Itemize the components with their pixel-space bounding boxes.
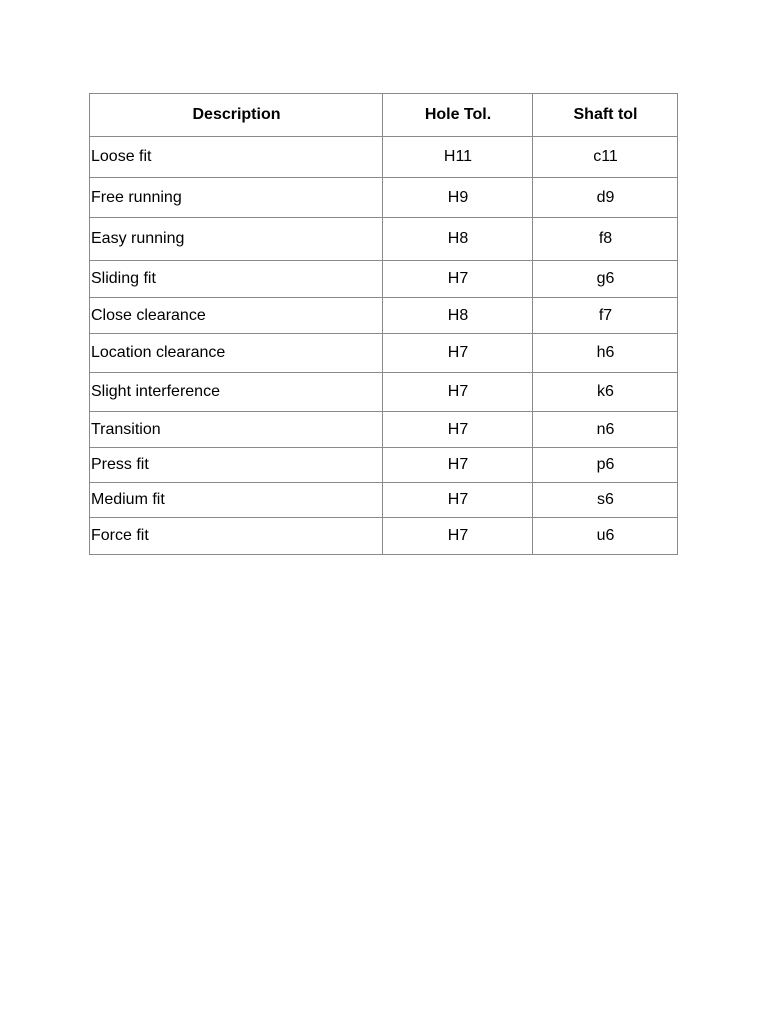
description-cell: Close clearance [90, 298, 383, 334]
hole-tolerance-cell: H7 [383, 518, 533, 555]
table-row [90, 518, 678, 555]
shaft-tolerance-cell: p6 [533, 448, 678, 483]
table-row [90, 334, 678, 373]
table-row [90, 483, 678, 518]
hole-tolerance-cell: H9 [383, 178, 533, 218]
table-row [90, 218, 678, 261]
description-cell: Medium fit [90, 483, 383, 518]
shaft-tolerance-cell: f7 [533, 298, 678, 334]
table-row [90, 178, 678, 218]
fits-tolerance-table [89, 93, 678, 555]
table-header-row [90, 94, 678, 137]
description-cell: Sliding fit [90, 261, 383, 298]
shaft-tolerance-cell: g6 [533, 261, 678, 298]
description-cell: Slight interference [90, 373, 383, 412]
description-cell: Free running [90, 178, 383, 218]
hole-tolerance-cell: H11 [383, 137, 533, 178]
shaft-tolerance-cell: c11 [533, 137, 678, 178]
hole-tolerance-column-header: Hole Tol. [383, 94, 533, 137]
table-row [90, 261, 678, 298]
description-cell: Press fit [90, 448, 383, 483]
description-cell: Transition [90, 412, 383, 448]
hole-tolerance-cell: H8 [383, 298, 533, 334]
description-column-header: Description [90, 94, 383, 137]
hole-tolerance-cell: H7 [383, 373, 533, 412]
table-row [90, 412, 678, 448]
table-row [90, 298, 678, 334]
hole-tolerance-cell: H7 [383, 483, 533, 518]
shaft-tolerance-cell: n6 [533, 412, 678, 448]
hole-tolerance-cell: H7 [383, 261, 533, 298]
table-row [90, 137, 678, 178]
table-row [90, 448, 678, 483]
hole-tolerance-cell: H7 [383, 412, 533, 448]
hole-tolerance-cell: H8 [383, 218, 533, 261]
shaft-tolerance-cell: u6 [533, 518, 678, 555]
description-cell: Force fit [90, 518, 383, 555]
description-cell: Loose fit [90, 137, 383, 178]
table-row [90, 373, 678, 412]
description-cell: Easy running [90, 218, 383, 261]
hole-tolerance-cell: H7 [383, 448, 533, 483]
shaft-tolerance-column-header: Shaft tol [533, 94, 678, 137]
shaft-tolerance-cell: k6 [533, 373, 678, 412]
description-cell: Location clearance [90, 334, 383, 373]
shaft-tolerance-cell: f8 [533, 218, 678, 261]
shaft-tolerance-cell: d9 [533, 178, 678, 218]
hole-tolerance-cell: H7 [383, 334, 533, 373]
shaft-tolerance-cell: s6 [533, 483, 678, 518]
shaft-tolerance-cell: h6 [533, 334, 678, 373]
